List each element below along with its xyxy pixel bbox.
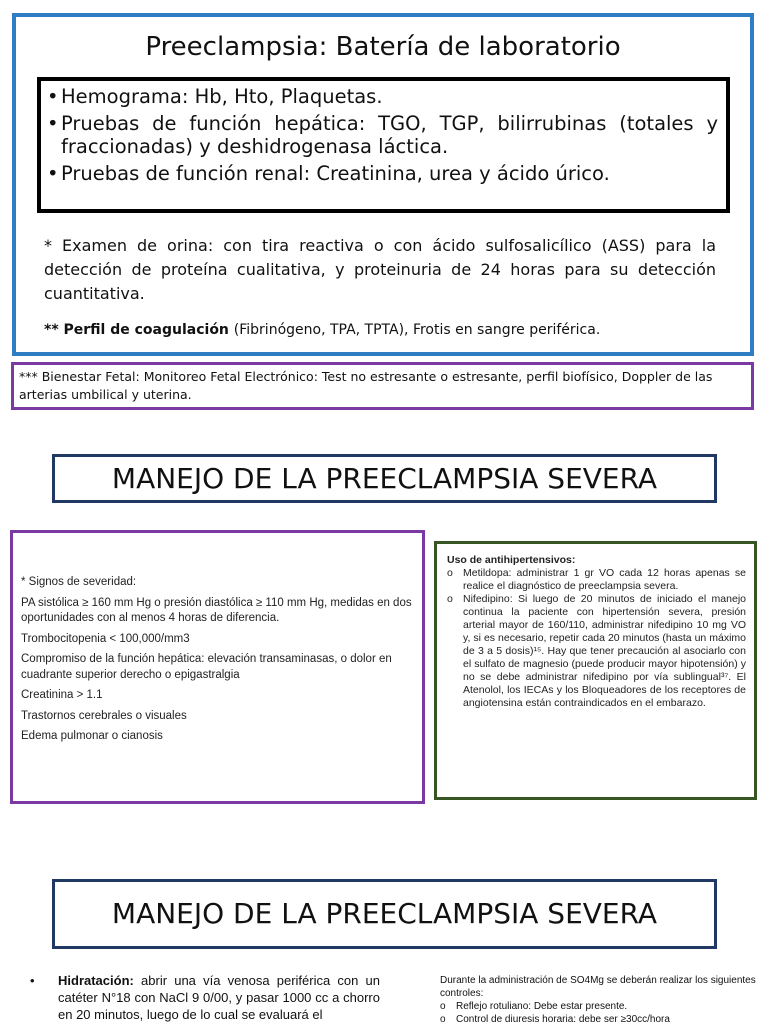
severity-signs-title: * Signos de severidad: bbox=[21, 576, 137, 588]
fetal-wellbeing-label: *** Bienestar Fetal: bbox=[19, 369, 144, 384]
list-item: Trastornos cerebrales o visuales bbox=[21, 709, 187, 722]
circle-bullet-icon: o bbox=[447, 593, 453, 605]
lab-test-hepatica: Pruebas de función hepática: TGO, TGP, bilirrubinas (totales y fraccionadas) y deshidrogenasa láctica. bbox=[61, 111, 718, 158]
list-item bbox=[47, 162, 718, 186]
bullet-icon: • bbox=[47, 111, 59, 135]
so4mg-controls bbox=[440, 974, 758, 1026]
hydration-body: abrir una vía venosa periférica con un catéter N°18 con NaCl 9 0/00, y pasar 1000 cc a chorro en 20 minutos, luego de lo cual se evaluará el bbox=[58, 973, 380, 1022]
fetal-wellbeing-note bbox=[11, 362, 754, 410]
list-item: Trombocitopenia < 100,000/mm3 bbox=[21, 632, 190, 645]
list-item bbox=[447, 567, 746, 593]
list-item bbox=[447, 593, 746, 710]
list-item: Edema pulmonar o cianosis bbox=[21, 730, 163, 742]
coagulation-note-label: ** Perfil de coagulación bbox=[44, 322, 234, 338]
coagulation-note-text: (Fibrinógeno, TPA, TPTA), Frotis en sangre periférica. bbox=[233, 322, 601, 338]
so4mg-control-text: Reflejo rotuliano: Debe estar presente. bbox=[456, 1001, 628, 1012]
so4mg-control-text: Control de diuresis horaria: debe ser ≥30cc/hora bbox=[456, 1014, 670, 1025]
antihypertensives-box bbox=[434, 541, 757, 800]
list-item bbox=[440, 1000, 758, 1013]
bullet-icon: • bbox=[30, 973, 35, 988]
urine-exam-note: * Examen de orina: con tira reactiva o con ácido sulfosalicílico (ASS) para la detección de proteína cualitativa, y proteinuria de 24 horas para su detección cuantitativa. bbox=[44, 236, 716, 303]
so4mg-intro: Durante la administración de SO4Mg se deberán realizar los siguientes controles: bbox=[440, 975, 756, 999]
hydration-item bbox=[30, 972, 380, 1023]
list-item bbox=[47, 85, 718, 109]
lab-panel-title: Preeclampsia: Batería de laboratorio bbox=[145, 32, 621, 62]
metildopa-text: Metildopa: administrar 1 gr VO cada 12 horas apenas se realice el diagnóstico de preeclampsia severa. bbox=[463, 567, 746, 592]
section-header: MANEJO DE LA PREECLAMPSIA SEVERA bbox=[52, 454, 717, 503]
nifedipino-text: Nifedipino: Si luego de 20 minutos de iniciado el manejo continua la paciente con hipertensión severa, presión arterial mayor de 160/110, administrar nifedipino 10 mg VO y, si es necesario, repetir cada 20 minutos (hasta un máximo de 3 a 5 dosis)¹⁵. Hay que tener precaución al asociarlo con el sulfato de magnesio (puede producir mayor hipotensión) y no se debe administrar nifedipino por vía sublingual³⁷. El Atenolol, los IECAs y los Bloqueadores de los receptores de angiotensina están contraindicados en el embarazo. bbox=[463, 593, 746, 709]
coagulation-note bbox=[44, 320, 734, 340]
circle-bullet-icon: o bbox=[440, 1014, 446, 1025]
fetal-wellbeing-text: Monitoreo Fetal Electrónico: Test no estresante o estresante, perfil biofísico, Doppler de las arterias umbilical y uterina. bbox=[19, 369, 713, 402]
lab-tests-box bbox=[37, 77, 730, 213]
bullet-icon: • bbox=[47, 161, 59, 185]
list-item bbox=[47, 112, 718, 159]
list-item: Creatinina > 1.1 bbox=[21, 689, 103, 701]
bullet-icon: • bbox=[47, 85, 59, 108]
section-header: MANEJO DE LA PREECLAMPSIA SEVERA bbox=[52, 879, 717, 949]
list-item: Compromiso de la función hepática: elevación transaminasas, o dolor en cuadrante superior derecho o epigastralgia bbox=[21, 653, 392, 681]
circle-bullet-icon: o bbox=[447, 567, 453, 579]
hydration-text bbox=[58, 972, 380, 1023]
lab-test-renal: Pruebas de función renal: Creatinina, urea y ácido úrico. bbox=[61, 161, 610, 185]
antihypertensives-title: Uso de antihipertensivos: bbox=[447, 554, 576, 566]
severity-signs-box bbox=[10, 530, 425, 804]
hydration-label: Hidratación: bbox=[58, 973, 134, 988]
list-item bbox=[440, 1013, 758, 1026]
circle-bullet-icon: o bbox=[440, 1001, 446, 1012]
list-item: PA sistólica ≥ 160 mm Hg o presión diastólica ≥ 110 mm Hg, medidas en dos oportunidades con al menos 4 horas de diferencia. bbox=[21, 596, 412, 624]
lab-test-hemograma: Hemograma: Hb, Hto, Plaquetas. bbox=[61, 85, 383, 108]
